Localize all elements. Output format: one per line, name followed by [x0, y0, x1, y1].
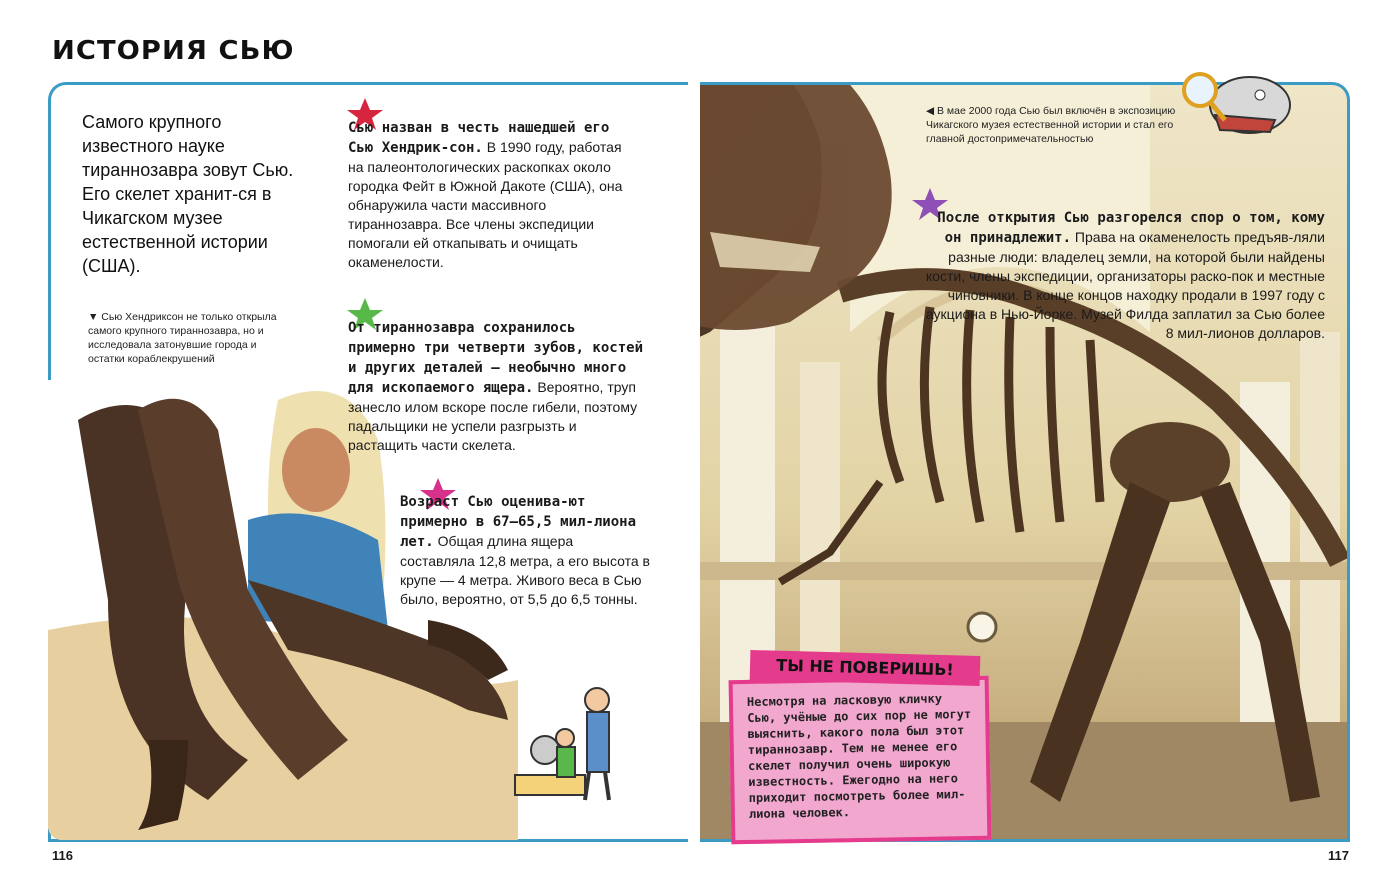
caption-museum: ◀ В мае 2000 года Сью был включён в экспозицию Чикагского музея естественной истории и стал его главной достопримечательностью [926, 105, 1176, 145]
paragraph-lead: Сью назван в честь нашедшей его Сью Хендрик-сон. [348, 120, 610, 156]
paragraph-naming [348, 118, 628, 272]
page-title: ИСТОРИЯ СЬЮ [52, 36, 295, 66]
paragraph-lead: После открытия Сью разгорелся спор о том, кому он принадлежит. [937, 210, 1325, 246]
fun-fact-callout [730, 656, 990, 842]
paragraph-ownership [915, 208, 1325, 343]
paragraph-age [400, 492, 650, 609]
caption-sue-hendrickson: ▼ Сью Хендриксон не только открыла самого крупного тираннозавра, но и исследовала затонувшие города и остатки кораблекрушений [88, 311, 277, 365]
paragraph-lead: От тираннозавра сохранилось примерно три четверти зубов, костей и других деталей — необычно много для ископаемого ящера. [348, 320, 644, 396]
callout-text: Несмотря на ласковую кличку Сью, учёные до сих пор не могут выяснить, какого пола был этот тираннозавр. Тем не менее его скелет получил очень широкую известность. Ежегодно на него приходит посмотреть более мил-лиона человек. [729, 676, 992, 845]
paragraph-lead: Возраст Сью оценива-ют примерно в 67–65,5 мил-лиона лет. [400, 494, 637, 550]
paragraph-body: В 1990 году, работая на палеонтологических раскопках около городка Фейт в Южной Дакоте (США), она обнаружила части массивного тираннозавра. Все члены экспедиции помогали ей откапывать и очищать окаменелости. [348, 139, 623, 270]
callout-title: ТЫ НЕ ПОВЕРИШЬ! [750, 650, 981, 686]
paragraph-body: Права на окаменелость предъяв-ляли разные люди: владелец земли, на которой были найдены кости, члены экспедиции, организаторы раско-пок и местные чиновники. В конце концов находку продали в 1997 году с аукциона в Нью-Йорке. Музей Филда заплатил за Сью более 8 мил-лионов долларов. [925, 229, 1325, 341]
page-number-left: 116 [52, 848, 73, 863]
cartoon-scientists-icon [505, 680, 625, 805]
intro-text: Самого крупного известного науке тираннозавра зовут Сью. Его скелет хранит-ся в Чикагском музее естественной истории (США). [82, 112, 294, 276]
paragraph-preservation [348, 318, 648, 455]
cartoon-dinosaur-magnifier-icon [1180, 60, 1300, 160]
page-number-right: 117 [1328, 848, 1349, 863]
paragraph-body: Общая длина ящера составляла 12,8 метра, а его высота в крупе — 4 метра. Живого веса в Сью было, вероятно, от 5,5 до 6,5 тонны. [400, 533, 650, 607]
paragraph-body: Вероятно, труп занесло илом вскоре после гибели, поэтому падальщики не успели разгрызть и растащить части скелета. [348, 379, 638, 453]
